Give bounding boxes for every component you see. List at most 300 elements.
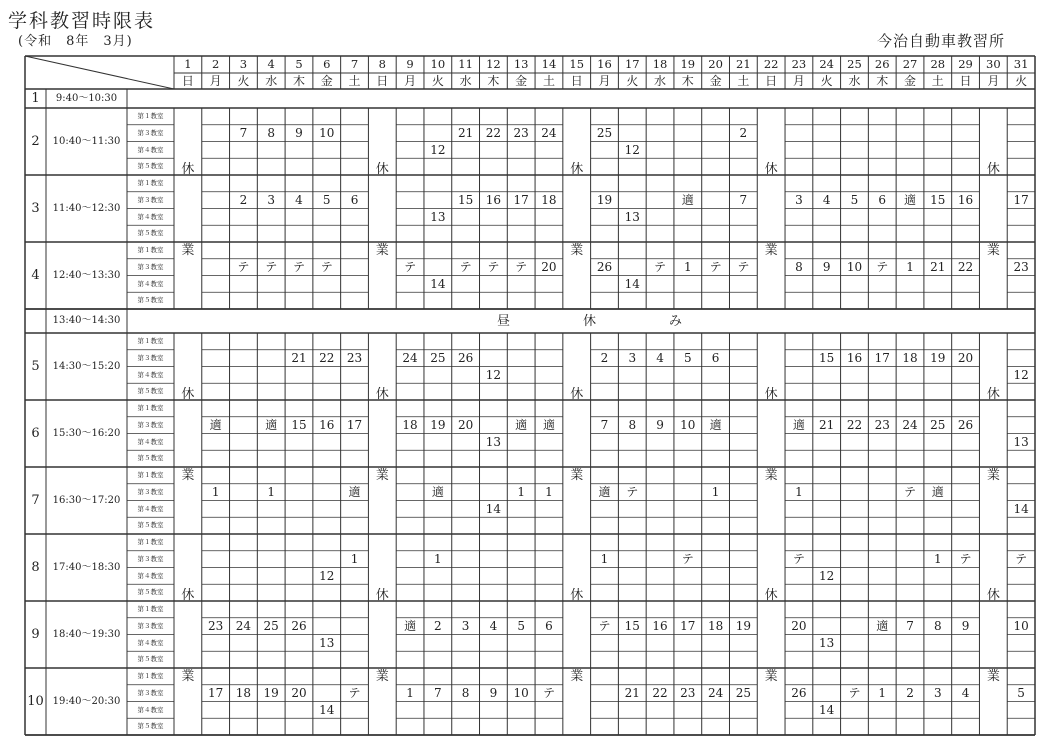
slot-value: テ [237,260,250,275]
slot-value: 21 [624,686,640,701]
room-label: 第３教室 [137,128,164,137]
slot-value: 21 [457,126,474,141]
slot-value: 2 [739,126,748,141]
slot-value: 13 [1013,434,1029,449]
slot-value: 6 [711,351,720,366]
slot-value: 15 [819,351,835,366]
closed-mark: 業 [181,467,195,483]
slot-value: 適 [792,418,805,433]
closed-mark: 休 [986,587,1000,603]
slot-value: 18 [541,193,557,208]
room-label: 第１教室 [137,337,164,346]
slot-value: 3 [933,686,942,701]
closed-mark: 業 [570,467,584,483]
slot-value: 1 [933,552,942,567]
slot-value: 13 [624,209,640,224]
slot-value: 5 [1017,686,1025,701]
period-number: 3 [31,201,40,216]
day-date: 31 [1013,56,1029,71]
room-label: 第４教室 [137,504,164,513]
slot-value: 適 [904,193,917,208]
slot-value: 26 [457,351,474,366]
slot-value: 6 [350,193,359,208]
slot-value: 適 [598,485,611,500]
slot-value: 7 [906,619,914,634]
slot-value: 22 [319,351,335,366]
slot-value: 12 [430,142,446,157]
room-label: 第３教室 [137,262,164,271]
day-date: 12 [486,56,501,71]
slot-value: 26 [957,418,974,433]
closed-mark: 休 [764,161,778,177]
day-date: 8 [378,56,386,71]
closed-mark: 業 [764,668,778,684]
day-of-week: 月 [404,74,417,88]
slot-value: 5 [683,351,692,366]
slot-value: 13 [819,635,835,650]
slot-value: 22 [846,418,863,433]
room-label: 第４教室 [137,437,164,446]
slot-value: 20 [457,418,474,433]
slot-value: 26 [596,260,613,275]
day-date: 10 [430,56,446,71]
period-number: 7 [31,493,40,508]
day-date: 9 [406,56,414,71]
slot-value: 5 [850,193,859,208]
closed-mark: 業 [986,242,1000,258]
room-label: 第１教室 [137,538,164,547]
slot-value: 適 [681,193,694,208]
closed-mark: 休 [181,161,195,177]
closed-mark: 休 [570,386,584,402]
day-date: 27 [902,56,918,71]
room-label: 第４教室 [137,705,164,714]
period-number: 9 [31,627,40,642]
slot-value: 14 [430,276,446,291]
room-label: 第４教室 [137,212,164,221]
slot-value: 15 [457,193,474,208]
day-of-week: 金 [904,74,917,88]
day-date: 3 [239,56,248,71]
slot-value: 適 [404,619,417,634]
slot-value: 8 [795,260,803,275]
room-label: 第５教室 [137,229,164,238]
slot-value: 18 [235,686,252,701]
slot-value: 9 [822,260,831,275]
slot-value: 1 [545,485,553,500]
slot-value: 17 [513,193,529,208]
slot-value: 9 [295,126,303,141]
slot-value: 7 [239,126,248,141]
slot-value: テ [848,686,861,701]
room-label: 第５教室 [137,655,164,664]
room-label: 第５教室 [137,722,164,731]
slot-value: テ [459,260,472,275]
slot-value: 21 [930,260,946,275]
slot-value: テ [737,260,750,275]
day-date: 16 [597,56,612,71]
slot-value: 17 [346,418,363,433]
day-of-week: 木 [292,74,305,88]
day-date: 15 [569,56,585,71]
slot-value: 13 [319,635,335,650]
slot-value: 22 [652,686,668,701]
closed-mark: 業 [375,467,389,483]
day-of-week: 金 [515,74,528,88]
slot-value: 24 [541,126,557,141]
slot-value: テ [792,552,805,567]
closed-mark: 業 [181,668,195,684]
closed-mark: 休 [570,161,584,177]
slot-value: 15 [291,418,307,433]
slot-value: 1 [683,260,692,275]
slot-value: 17 [874,351,890,366]
slot-value: 16 [957,193,974,208]
slot-value: 7 [434,686,442,701]
slot-value: 適 [876,619,889,634]
day-of-week: 火 [237,74,250,88]
slot-value: 25 [430,351,446,366]
slot-value: 適 [709,418,722,433]
room-label: 第３教室 [137,420,164,429]
closed-mark: 休 [375,386,389,402]
slot-value: 3 [628,351,637,366]
slot-value: 8 [461,686,470,701]
slot-value: テ [515,260,528,275]
slot-value: 25 [263,619,279,634]
slot-value: 5 [322,193,331,208]
slot-value: テ [487,260,500,275]
closed-mark: 休 [181,587,195,603]
room-label: 第３教室 [137,554,164,563]
slot-value: テ [348,686,361,701]
closed-mark: 業 [764,242,778,258]
slot-value: テ [904,485,917,500]
day-of-week: 月 [987,74,1000,88]
slot-value: 3 [267,193,276,208]
slot-value: 17 [680,619,696,634]
period-number: 5 [31,359,40,374]
slot-value: テ [320,260,333,275]
day-date: 13 [513,56,529,71]
day-of-week: 火 [1015,74,1028,88]
slot-value: 2 [239,193,248,208]
slot-value: 適 [931,485,944,500]
day-date: 2 [211,56,220,71]
slot-value: 2 [434,619,442,634]
day-date: 5 [295,56,303,71]
slot-value: 20 [957,351,974,366]
day-date: 21 [736,56,751,71]
slot-value: 適 [542,418,555,433]
slot-value: 18 [402,418,418,433]
slot-value: 1 [878,686,887,701]
slot-value: 6 [878,193,887,208]
closed-mark: 業 [764,467,778,483]
day-date: 11 [458,56,473,71]
room-label: 第５教室 [137,162,164,171]
period-time: 14:30〜15:20 [52,360,121,372]
day-date: 4 [267,56,275,71]
day-of-week: 日 [959,74,972,88]
room-label: 第５教室 [137,521,164,530]
slot-value: 23 [346,351,363,366]
slot-value: 2 [600,351,609,366]
period-number: 2 [31,134,40,149]
lunch-time: 13:40〜14:30 [52,315,121,326]
slot-value: 19 [930,351,946,366]
period-time: 16:30〜17:20 [52,494,121,506]
day-of-week: 日 [765,74,778,88]
period-number: 1 [31,91,40,106]
slot-value: テ [542,686,555,701]
day-of-week: 金 [320,74,333,88]
day-date: 23 [791,56,807,71]
day-of-week: 木 [876,74,889,88]
slot-value: 10 [513,686,529,701]
slot-value: 適 [348,485,361,500]
day-date: 1 [184,56,192,71]
day-of-week: 土 [931,74,944,88]
day-of-week: 水 [265,74,278,88]
page-title: 学科教習時限表 [8,10,156,32]
closed-mark: 休 [986,386,1000,402]
slot-value: 9 [961,619,970,634]
day-of-week: 日 [181,74,194,88]
slot-value: 16 [652,619,668,634]
slot-value: 14 [319,702,335,717]
slot-value: 8 [933,619,942,634]
slot-value: 1 [350,552,359,567]
closed-mark: 休 [764,386,778,402]
slot-value: テ [598,619,611,634]
closed-mark: 休 [375,161,389,177]
slot-value: 1 [211,485,220,500]
slot-value: 19 [430,418,446,433]
slot-value: 13 [430,209,446,224]
slot-value: 16 [485,193,502,208]
slot-value: 23 [680,686,696,701]
slot-value: 17 [1013,193,1029,208]
slot-value: 22 [957,260,974,275]
slot-value: 26 [291,619,307,634]
closed-mark: 休 [764,587,778,603]
room-label: 第１教室 [137,672,164,681]
slot-value: 1 [600,552,609,567]
slot-value: 3 [461,619,470,634]
slot-value: 4 [961,686,970,701]
day-date: 19 [680,56,696,71]
slot-value: 10 [1013,619,1029,634]
period-time: 18:40〜19:30 [52,628,121,640]
day-of-week: 土 [737,74,750,88]
slot-value: 4 [489,619,498,634]
slot-value: 18 [902,351,918,366]
slot-value: 23 [513,126,529,141]
day-of-week: 金 [709,74,722,88]
slot-value: 21 [819,418,835,433]
slot-value: 19 [735,619,751,634]
slot-value: 25 [596,126,613,141]
day-date: 7 [350,56,359,71]
day-date: 14 [541,56,557,71]
slot-value: 8 [628,418,637,433]
slot-value: 24 [902,418,918,433]
slot-value: テ [1015,552,1028,567]
day-of-week: 水 [654,74,667,88]
period-time: 9:40〜10:30 [55,92,118,104]
slot-value: 7 [600,418,609,433]
day-of-week: 火 [431,74,444,88]
room-label: 第３教室 [137,621,164,630]
room-label: 第１教室 [137,179,164,188]
slot-value: 2 [906,686,914,701]
slot-value: 24 [402,351,418,366]
slot-value: 4 [295,193,303,208]
period-time: 17:40〜18:30 [52,561,121,573]
closed-mark: 業 [986,467,1000,483]
period-number: 8 [31,560,40,575]
room-label: 第１教室 [137,112,164,121]
day-of-week: 火 [626,74,639,88]
slot-value: 14 [1013,501,1029,516]
closed-mark: 業 [986,668,1000,684]
page-subtitle: (令和 8年 3月) [18,34,133,49]
slot-value: 適 [431,485,444,500]
slot-value: 1 [517,485,525,500]
room-label: 第４教室 [137,370,164,379]
slot-value: 23 [874,418,890,433]
slot-value: 12 [1013,367,1029,382]
slot-value: 適 [515,418,528,433]
slot-value: 13 [485,434,502,449]
slot-value: テ [404,260,417,275]
closed-mark: 業 [570,668,584,684]
closed-mark: 休 [986,161,1000,177]
slot-value: テ [654,260,667,275]
period-time: 11:40〜12:30 [52,202,121,214]
period-time: 19:40〜20:30 [52,695,121,707]
slot-value: 14 [819,702,835,717]
day-of-week: 火 [820,74,833,88]
day-of-week: 土 [542,74,555,88]
slot-value: 適 [209,418,222,433]
slot-value: 12 [319,568,335,583]
day-date: 29 [958,56,973,71]
period-number: 6 [31,426,40,441]
room-label: 第１教室 [137,471,164,480]
slot-value: 25 [930,418,946,433]
slot-value: 23 [208,619,224,634]
day-date: 24 [819,56,834,71]
closed-mark: 業 [570,242,584,258]
period-time: 10:40〜11:30 [52,135,121,147]
slot-value: 9 [489,686,498,701]
day-of-week: 木 [681,74,694,88]
slot-value: 8 [267,126,276,141]
slot-value: 3 [795,193,803,208]
day-date: 25 [847,56,862,71]
slot-value: テ [681,552,694,567]
slot-value: 1 [406,686,414,701]
room-label: 第５教室 [137,296,164,305]
slot-value: 14 [485,501,502,516]
closed-mark: 業 [375,668,389,684]
room-label: 第５教室 [137,588,164,597]
room-label: 第１教室 [137,605,164,614]
slot-value: 6 [545,619,553,634]
day-date: 26 [874,56,890,71]
day-date: 30 [986,56,1001,71]
day-of-week: 月 [598,74,611,88]
slot-value: 16 [846,351,863,366]
slot-value: 18 [707,619,724,634]
slot-value: 5 [517,619,525,634]
slot-value: 24 [235,619,252,634]
closed-mark: 休 [181,386,195,402]
room-label: 第３教室 [137,487,164,496]
slot-value: 適 [265,418,278,433]
slot-value: 4 [822,193,831,208]
slot-value: 4 [656,351,664,366]
room-label: 第５教室 [137,454,164,463]
room-label: 第４教室 [137,279,164,288]
slot-value: テ [959,552,972,567]
slot-value: 19 [596,193,613,208]
slot-value: 12 [819,568,835,583]
slot-value: 26 [791,686,807,701]
day-of-week: 木 [487,74,500,88]
slot-value: 22 [485,126,502,141]
slot-value: 1 [434,552,442,567]
room-label: 第１教室 [137,404,164,413]
day-of-week: 日 [570,74,583,88]
slot-value: 24 [707,686,724,701]
school-name: 今治自動車教習所 [876,32,1005,50]
slot-value: テ [626,485,639,500]
slot-value: 17 [208,686,224,701]
slot-value: 20 [291,686,307,701]
room-label: 第４教室 [137,638,164,647]
slot-value: テ [709,260,722,275]
slot-value: テ [265,260,278,275]
slot-value: 12 [624,142,640,157]
room-label: 第３教室 [137,195,164,204]
slot-value: 21 [291,351,307,366]
slot-value: 19 [263,686,279,701]
day-of-week: 水 [848,74,861,88]
closed-mark: 休 [570,587,584,603]
day-date: 28 [930,56,946,71]
room-label: 第４教室 [137,571,164,580]
slot-value: 15 [624,619,640,634]
closed-mark: 業 [181,242,195,258]
room-label: 第３教室 [137,353,164,362]
slot-value: 23 [1013,260,1029,275]
day-of-week: 土 [348,74,361,88]
slot-value: 9 [656,418,664,433]
slot-value: 20 [791,619,807,634]
room-label: 第１教室 [137,246,164,255]
slot-value: 1 [711,485,720,500]
closed-mark: 休 [375,587,389,603]
period-time: 15:30〜16:20 [52,427,121,439]
day-date: 17 [624,56,640,71]
slot-value: 10 [680,418,696,433]
slot-value: テ [292,260,305,275]
slot-value: 12 [485,367,502,382]
slot-value: 10 [319,126,335,141]
